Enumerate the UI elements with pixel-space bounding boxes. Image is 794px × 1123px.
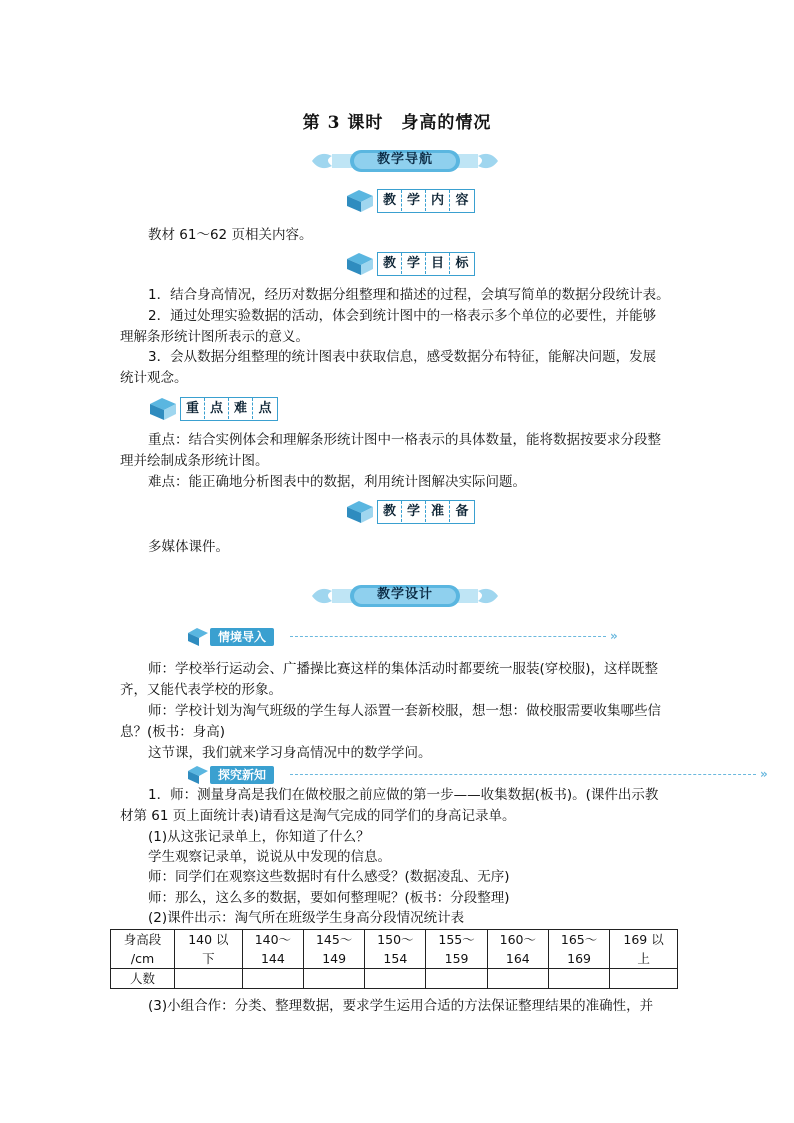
table-header-row: [111, 930, 678, 969]
book-icon: [148, 396, 178, 422]
cell-text: 150～: [377, 932, 414, 947]
cell-text: 155～: [438, 932, 475, 947]
table-row: [111, 969, 678, 989]
cell-text: /cm: [130, 951, 155, 966]
cell-text: 下: [202, 951, 215, 966]
table-cell: [426, 969, 487, 989]
ribbon-teaching-nav: [310, 146, 500, 176]
intro-line: 这节课，我们就来学习身高情况中的数学学问。: [148, 745, 432, 761]
tag-explore: [186, 763, 786, 785]
section-title-char: 点: [258, 401, 272, 416]
book-icon: [186, 625, 210, 647]
cell-text: 169 以: [623, 932, 664, 947]
cell-text: 149: [322, 951, 347, 966]
table-cell: [610, 969, 678, 989]
table-header-cell: [111, 930, 175, 969]
table-header-cell: [487, 930, 548, 969]
section-title-char: 教: [378, 190, 402, 211]
explore-line: (2)课件出示：淘气所在班级学生身高分段情况统计表: [148, 910, 465, 926]
book-icon: [345, 499, 375, 525]
table-cell: [487, 969, 548, 989]
table-cell: [365, 969, 426, 989]
section-title-char: 学: [402, 190, 426, 211]
goal-line: 2．通过处理实验数据的活动，体会到统计图中的一格表示多个单位的必要性，并能够: [148, 308, 657, 324]
section-header-content: [345, 187, 475, 215]
cell-text: 160～: [499, 932, 536, 947]
cell-text: 身高段: [123, 932, 162, 947]
table-header-cell: [548, 930, 609, 969]
table-header-cell: [304, 930, 365, 969]
book-icon: [345, 188, 375, 214]
table-cell: [548, 969, 609, 989]
tag-intro: [186, 625, 636, 647]
section-title-char: 教: [378, 501, 402, 522]
cell-text: 140～: [254, 932, 292, 947]
key-line: 理并绘制成条形统计图。: [120, 453, 269, 469]
prep-text: 多媒体课件。: [148, 539, 229, 555]
section-title-box: [377, 252, 475, 276]
key-line: 重点：结合实例体会和理解条形统计图中一格表示的具体数量，能将数据按要求分段整: [148, 432, 661, 448]
book-icon: [345, 251, 375, 277]
content-text: 教材 61～62 页相关内容。: [148, 227, 313, 243]
section-header-goals: [345, 250, 475, 278]
table-header-cell: [365, 930, 426, 969]
section-title-char: 目: [426, 253, 450, 274]
cell-text: 159: [444, 951, 469, 966]
intro-line: 师：学校计划为淘气班级的学生每人添置一套新校服，想一想：做校服需要收集哪些信: [148, 703, 661, 719]
section-title-char: 教: [378, 253, 402, 274]
ribbon-teaching-design: [310, 581, 500, 611]
table-header-cell: [610, 930, 678, 969]
section-title-box: [377, 500, 475, 524]
section-title-box: [180, 397, 278, 421]
explore-line: 师：那么，这么多的数据，要如何整理呢？(板书：分段整理): [148, 890, 510, 906]
section-title-char: 学: [402, 501, 426, 522]
cell-text: 165～: [560, 932, 598, 947]
ribbon-label: 教学设计: [376, 587, 433, 602]
key-line: 难点：能正确地分析图表中的数据，利用统计图解决实际问题。: [148, 474, 526, 490]
table-cell: [175, 969, 243, 989]
cell-text: 164: [505, 951, 530, 966]
goal-line: 理解条形统计图所表示的意义。: [120, 329, 309, 345]
double-arrow-icon: »: [760, 767, 768, 781]
table-header-cell: [175, 930, 243, 969]
tag-label: 情境导入: [210, 628, 274, 646]
section-title-box: [377, 189, 475, 213]
section-title-char: 重: [181, 398, 205, 419]
section-title-char: 标: [455, 256, 469, 271]
goal-line: 统计观念。: [120, 370, 188, 386]
ribbon-label: 教学导航: [376, 152, 433, 167]
intro-line: 息？(板书：身高): [120, 724, 226, 740]
explore-line: 学生观察记录单，说说从中发现的信息。: [148, 849, 391, 865]
cell-text: 上: [637, 951, 650, 966]
intro-line: 师：学校举行运动会、广播操比赛这样的集体活动时都要统一服装(穿校服)，这样既整: [148, 661, 659, 677]
goal-line: 3．会从数据分组整理的统计图表中获取信息，感受数据分布特征，能解决问题，发展: [148, 349, 657, 365]
height-distribution-table: [110, 929, 678, 989]
section-title-char: 点: [205, 398, 229, 419]
table-cell: [242, 969, 303, 989]
intro-line: 齐，又能代表学校的形象。: [120, 682, 282, 698]
table-header-cell: [242, 930, 303, 969]
cell-text: 144: [260, 951, 285, 966]
section-title-char: 准: [426, 501, 450, 522]
cell-text: 154: [383, 951, 408, 966]
explore-line: (1)从这张记录单上，你知道了什么？: [148, 829, 370, 845]
table-cell: [304, 969, 365, 989]
section-title-char: 容: [455, 193, 469, 208]
tag-label: 探究新知: [210, 766, 274, 784]
goal-line: 1．结合身高情况，经历对数据分组整理和描述的过程，会填写简单的数据分段统计表。: [148, 287, 670, 303]
dotted-line: [290, 636, 606, 637]
cell-text: 145～: [315, 932, 353, 947]
cell-text: 140 以: [188, 932, 229, 947]
page-title: 第 3 课时 身高的情况: [302, 113, 492, 133]
section-title-char: 学: [402, 253, 426, 274]
table-row-label: 人数: [111, 969, 175, 989]
explore-line: 师：同学们在观察这些数据时有什么感受？(数据凌乱、无序): [148, 869, 510, 885]
section-title-char: 备: [455, 504, 469, 519]
table-header-cell: [426, 930, 487, 969]
dotted-line: [290, 774, 756, 775]
section-title-char: 难: [229, 398, 253, 419]
section-header-key-points: [148, 395, 278, 423]
explore-line: 1．师：测量身高是我们在做校服之前应做的第一步——收集数据(板书)。(课件出示教: [148, 787, 659, 803]
section-header-prep: [345, 498, 475, 526]
cell-text: 169: [567, 951, 591, 966]
double-arrow-icon: »: [610, 629, 618, 643]
explore-line: (3)小组合作：分类、整理数据，要求学生运用合适的方法保证整理结果的准确性，并: [148, 998, 654, 1014]
section-title-char: 内: [426, 190, 450, 211]
explore-line: 材第 61 页上面统计表)请看这是淘气完成的同学们的身高记录单。: [120, 808, 516, 824]
book-icon: [186, 763, 210, 785]
